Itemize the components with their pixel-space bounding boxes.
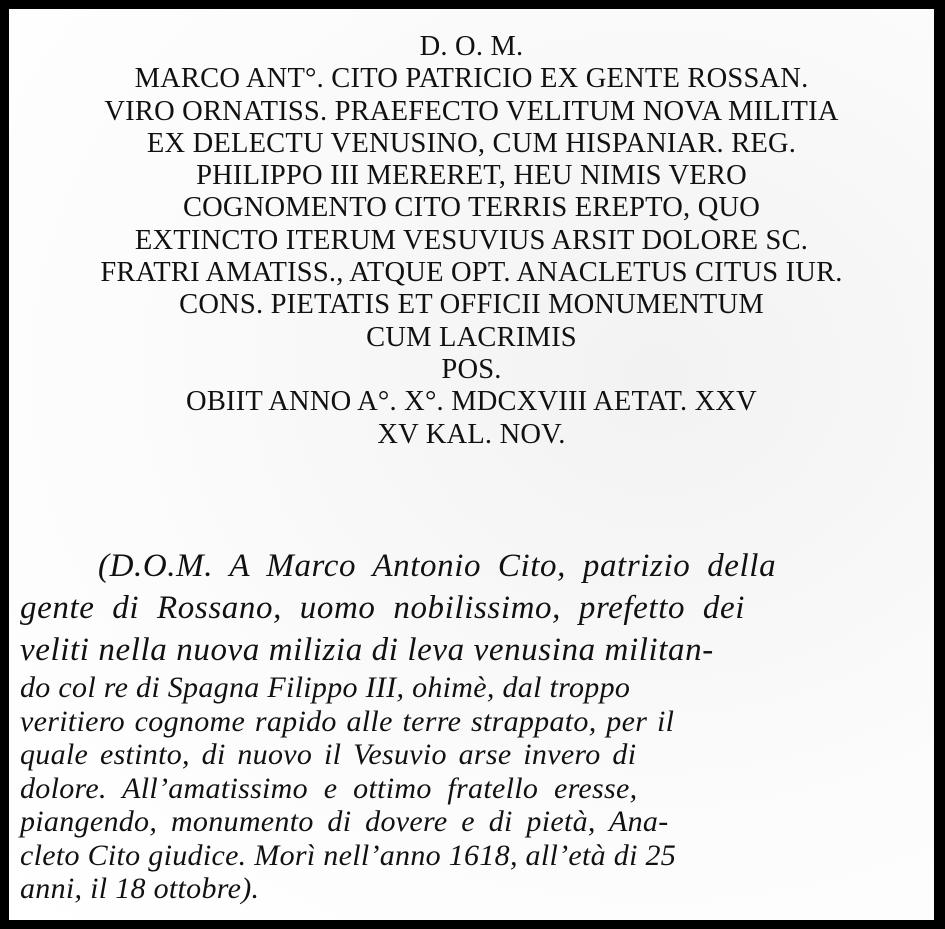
translation-line: (D.O.M. A Marco Antonio Cito, patrizio della	[98, 548, 777, 584]
translation-line: gente di Rossano, uomo nobilissimo, prefetto dei	[20, 590, 746, 626]
inscription-line: POS.	[441, 353, 502, 385]
translation-line: do col re di Spagna Filippo III, ohimè, dal troppo	[20, 671, 631, 704]
translation-line: quale estinto, di nuovo il Vesuvio arse invero di	[20, 738, 637, 771]
inscription-line: CUM LACRIMIS	[366, 321, 577, 353]
latin-inscription	[9, 31, 934, 451]
inscription-line: FRATRI AMATISS., ATQUE OPT. ANACLETUS CITUS IUR.	[100, 257, 843, 289]
scanned-page	[9, 9, 934, 920]
italian-translation	[20, 545, 926, 906]
inscription-line: D. O. M.	[419, 31, 524, 62]
inscription-line: XV KAL. NOV.	[377, 418, 566, 450]
inscription-line: EX DELECTU VENUSINO, CUM HISPANIAR. REG.	[146, 127, 797, 159]
translation-line: piangendo, monumento di dovere e di pietà, Ana-	[20, 805, 669, 838]
inscription-line: CONS. PIETATIS ET OFFICII MONUMENTUM	[179, 289, 764, 321]
inscription-line: PHILIPPO III MERERET, HEU NIMIS VERO	[196, 160, 747, 192]
translation-line: dolore. All’amatissimo e ottimo fratello eresse,	[20, 771, 638, 805]
translation-line: veritiero cognome rapido alle terre strappato, per il	[20, 704, 675, 738]
inscription-line: COGNOMENTO CITO TERRIS EREPTO, QUO	[182, 192, 761, 224]
translation-line: anni, il 18 ottobre).	[20, 872, 260, 905]
inscription-line: MARCO ANT°. CITO PATRICIO EX GENTE ROSSAN.	[134, 63, 809, 95]
inscription-line: EXTINCTO ITERUM VESUVIUS ARSIT DOLORE SC.	[134, 224, 809, 256]
inscription-line: VIRO ORNATISS. PRAEFECTO VELITUM NOVA MILITIA	[104, 95, 839, 127]
inscription-line: OBIIT ANNO A°. X°. MDCXVIII AETAT. XXV	[186, 386, 757, 418]
translation-line: veliti nella nuova milizia di leva venusina militan-	[20, 632, 714, 668]
translation-line: cleto Cito giudice. Morì nell’anno 1618, all’età di 25	[20, 838, 677, 872]
